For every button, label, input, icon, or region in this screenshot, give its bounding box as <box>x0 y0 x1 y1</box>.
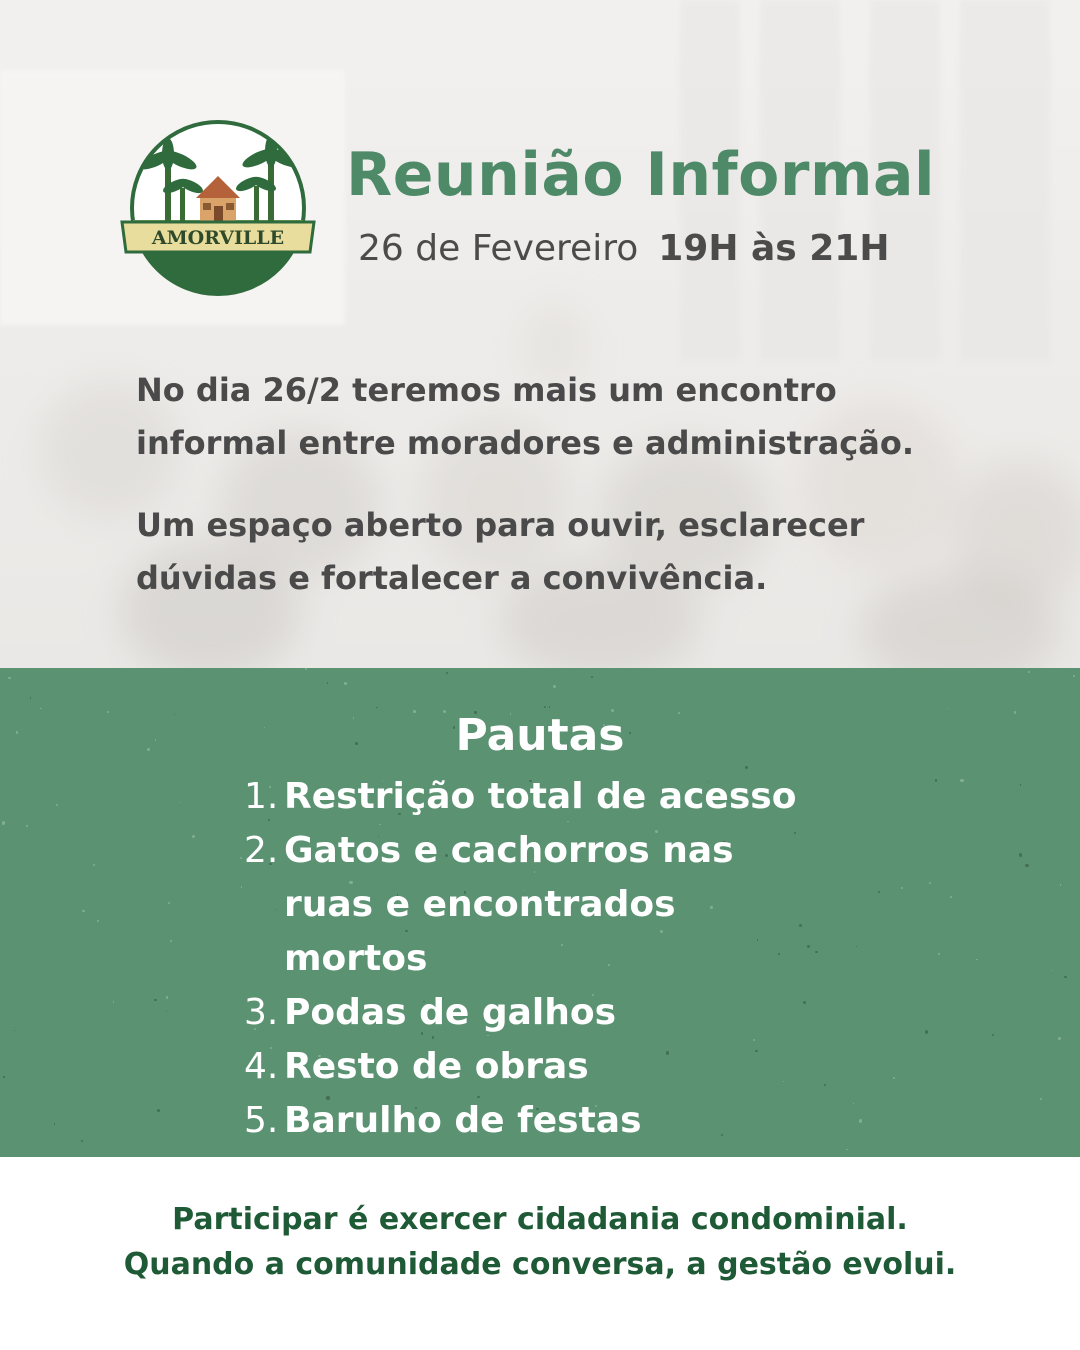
paper-speck <box>1025 864 1028 867</box>
paper-speck <box>154 999 156 1001</box>
paper-speck <box>544 706 546 708</box>
amorville-logo <box>118 118 318 298</box>
agenda-item-text: Barulho de festas <box>284 1100 642 1141</box>
paper-speck <box>1052 970 1053 971</box>
paper-speck <box>8 677 11 680</box>
agenda-item-text: Gatos e cachorros nas ruas e encontrados mortos <box>284 830 734 979</box>
paper-speck <box>241 886 242 887</box>
event-title: Reunião Informal <box>346 140 936 210</box>
event-date: 26 de Fevereiro <box>358 228 639 269</box>
agenda-item <box>244 1040 1004 1094</box>
paper-speck <box>82 910 85 913</box>
paper-speck <box>166 996 169 999</box>
agenda-item-number: 2. <box>244 830 279 871</box>
intro-paragraph-1: No dia 26/2 teremos mais um encontro informal entre moradores e administração. <box>136 371 914 462</box>
paper-speck <box>168 902 170 904</box>
paper-speck <box>2 821 5 824</box>
paper-speck <box>327 682 328 683</box>
paper-speck <box>376 707 378 709</box>
paper-speck <box>81 1140 83 1142</box>
paper-speck <box>1019 853 1022 856</box>
agenda-item-text: Podas de galhos <box>284 992 617 1033</box>
paper-speck <box>54 1123 55 1124</box>
paper-speck <box>1040 1098 1042 1100</box>
agenda-title: Pautas <box>455 710 625 761</box>
paper-speck <box>549 706 551 708</box>
paper-speck <box>305 668 307 670</box>
agenda-item <box>244 770 1004 824</box>
paper-speck <box>745 766 748 769</box>
agenda-item-number: 3. <box>244 992 279 1033</box>
paper-speck <box>1020 784 1022 786</box>
agenda-item <box>244 1094 1004 1148</box>
event-time: 19H às 21H <box>658 228 890 269</box>
paper-speck <box>180 802 181 803</box>
paper-speck <box>240 857 242 859</box>
footer-message <box>0 1197 1080 1287</box>
paper-speck <box>56 804 58 806</box>
paper-speck <box>553 685 556 688</box>
paper-speck <box>446 672 448 674</box>
paper-speck <box>1028 671 1030 673</box>
paper-speck <box>846 1149 847 1150</box>
agenda-item-number: 5. <box>244 1100 279 1141</box>
paper-speck <box>113 1001 115 1003</box>
event-datetime <box>358 228 1038 269</box>
paper-speck <box>1058 1037 1061 1040</box>
agenda-item-text: Restrição total de acesso <box>284 776 797 817</box>
footer-line-1: Participar é exercer cidadania condominial. <box>172 1202 908 1237</box>
paper-speck <box>591 676 593 678</box>
agenda-list <box>244 770 1004 1148</box>
paper-speck <box>30 697 32 699</box>
paper-speck <box>26 825 28 827</box>
agenda-item-number: 4. <box>244 1046 279 1087</box>
svg-text:AMORVILLE: AMORVILLE <box>151 227 285 249</box>
intro-paragraph-2: Um espaço aberto para ouvir, esclarecer dúvidas e fortalecer a convivência. <box>136 506 865 597</box>
paper-speck <box>170 940 173 943</box>
paper-speck <box>157 1109 160 1112</box>
paper-speck <box>40 708 41 709</box>
agenda-item <box>244 986 1004 1040</box>
paper-speck <box>3 1076 4 1077</box>
paper-speck <box>192 835 195 838</box>
paper-speck <box>14 1030 15 1031</box>
paper-speck <box>1073 675 1075 677</box>
paper-speck <box>344 682 347 685</box>
paper-speck <box>1064 976 1066 978</box>
paper-speck <box>93 864 96 867</box>
paper-speck <box>97 920 99 922</box>
agenda-item <box>244 824 1004 986</box>
footer-line-2: Quando a comunidade conversa, a gestão evolui. <box>123 1247 957 1282</box>
agenda-item-text: Resto de obras <box>284 1046 589 1087</box>
agenda-item-number: 1. <box>244 776 279 817</box>
paper-speck <box>166 1011 167 1012</box>
paper-speck <box>1060 884 1061 885</box>
